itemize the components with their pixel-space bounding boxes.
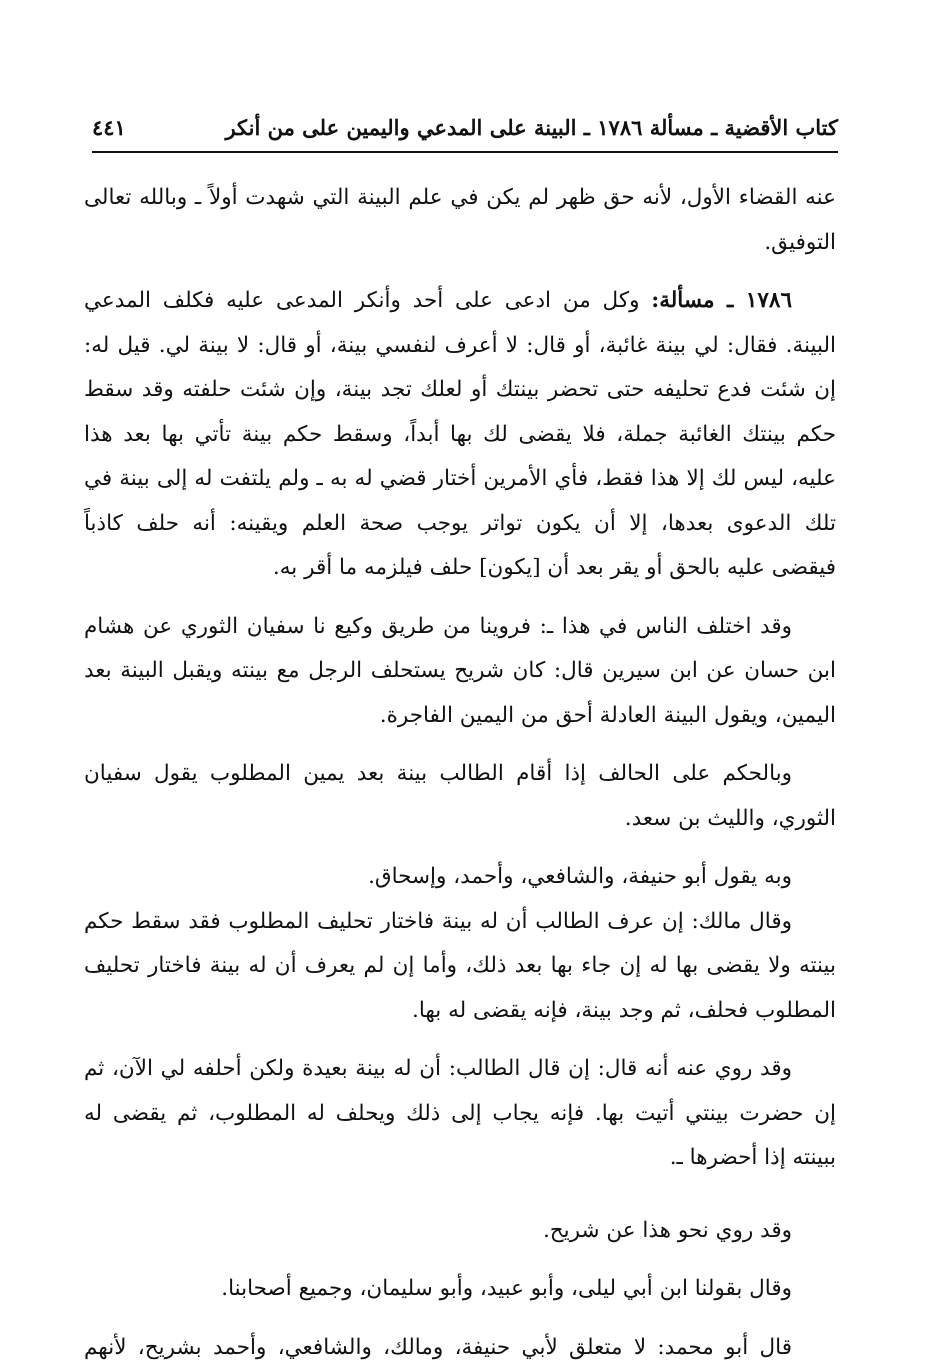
text-line: وقد روي نحو هذا عن شريح.	[542, 1217, 792, 1243]
text-line: تلك الدعوى بعدها، إلا أن يكون تواتر يوجب صحة العلم ويقينه: أنه حلف كاذباً	[84, 510, 836, 536]
issue-heading-line	[84, 279, 836, 324]
text-line: المطلوب فحلف، ثم وجد بينة، فإنه يقضى له بها.	[412, 997, 836, 1023]
text-line: عليه، ليس لك إلا هذا فقط، فأي الأمرين أختار قضي له به ـ ولم يلتفت له إلى بينة في	[84, 466, 836, 491]
page-number: ٤٤١	[92, 115, 126, 140]
text-line: وقد روي عنه أنه قال: إن قال الطالب: أن له بينة بعيدة ولكن أحلفه لي الآن، ثم	[84, 1056, 792, 1081]
text-line: اليمين، ويقول البينة العادلة أحق من اليمين الفاجرة.	[379, 702, 836, 728]
text-line: وبالحكم على الحالف إذا أقام الطالب بينة بعد يمين المطلوب يقول سفيان	[84, 761, 792, 786]
text-line: إن شئت فدع تحليفه حتى تحضر بينتك أو لعلك تجد بينة، وإن شئت حلفته وقد سقط	[84, 377, 836, 402]
text-line: إن حضرت بينتي أتيت بها. فإنه يجاب إلى ذلك ويحلف له المطلوب، ثم يقضى له	[84, 1100, 836, 1126]
text-line: حكم بينتك الغائبة جملة، فلا يقضى لك بها أبداً، وسقط حكم بينة تأتي بها بعد هذا	[84, 421, 836, 447]
text-line: ببينته إذا أحضرها ـ.	[669, 1145, 836, 1170]
issue-number: ١٧٨٦ ـ مسألة:	[651, 288, 792, 313]
text-line: وقال مالك: إن عرف الطالب أن له بينة فاختار تحليف المطلوب فقد سقط حكم	[84, 908, 792, 934]
text-line: ابن حسان عن ابن سيرين قال: كان شريح يستحلف الرجل مع بينته ويقبل البينة بعد	[84, 658, 836, 683]
body-text	[84, 176, 836, 1370]
text-line: بينته ولا يقضى بها له إن جاء بها بعد ذلك، وأما إن لم يعرف أن له بينة فاختار تحليف	[84, 953, 836, 978]
text-line: البينة. فقال: لي بينة غائبة، أو قال: لا أعرف لنفسي بينة، أو قال: لا بينة لي. قيل له:	[84, 332, 836, 358]
text-line: التوفيق.	[764, 229, 836, 255]
header-rule	[92, 151, 838, 153]
issue-text: وكل من ادعى على أحد وأنكر المدعى عليه فكلف المدعي	[84, 288, 640, 313]
text-line: قال أبو محمد: لا متعلق لأبي حنيفة، ومالك، والشافعي، وأحمد بشريح، لأنهم	[84, 1334, 792, 1360]
text-line: عنه القضاء الأول، لأنه حق ظهر لم يكن في علم البينة التي شهدت أولاً ـ وبالله تعالى	[84, 185, 836, 210]
text-line: الثوري، والليث بن سعد.	[624, 805, 836, 831]
text-line: وقد اختلف الناس في هذا ـ: فروينا من طريق وكيع نا سفيان الثوري عن هشام	[84, 613, 792, 639]
text-line: وقال بقولنا ابن أبي ليلى، وأبو عبيد، وأبو سليمان، وجميع أصحابنا.	[221, 1276, 792, 1301]
text-line: وبه يقول أبو حنيفة، والشافعي، وأحمد، وإسحاق.	[368, 864, 792, 889]
running-header	[92, 100, 838, 140]
text-line: فيقضى عليه بالحق أو يقر بعد أن [يكون] حلف فيلزمه ما أقر به.	[272, 555, 836, 580]
chapter-title: كتاب الأقضية ـ مسألة ١٧٨٦ ـ البينة على المدعي واليمين على من أنكر	[225, 115, 838, 140]
